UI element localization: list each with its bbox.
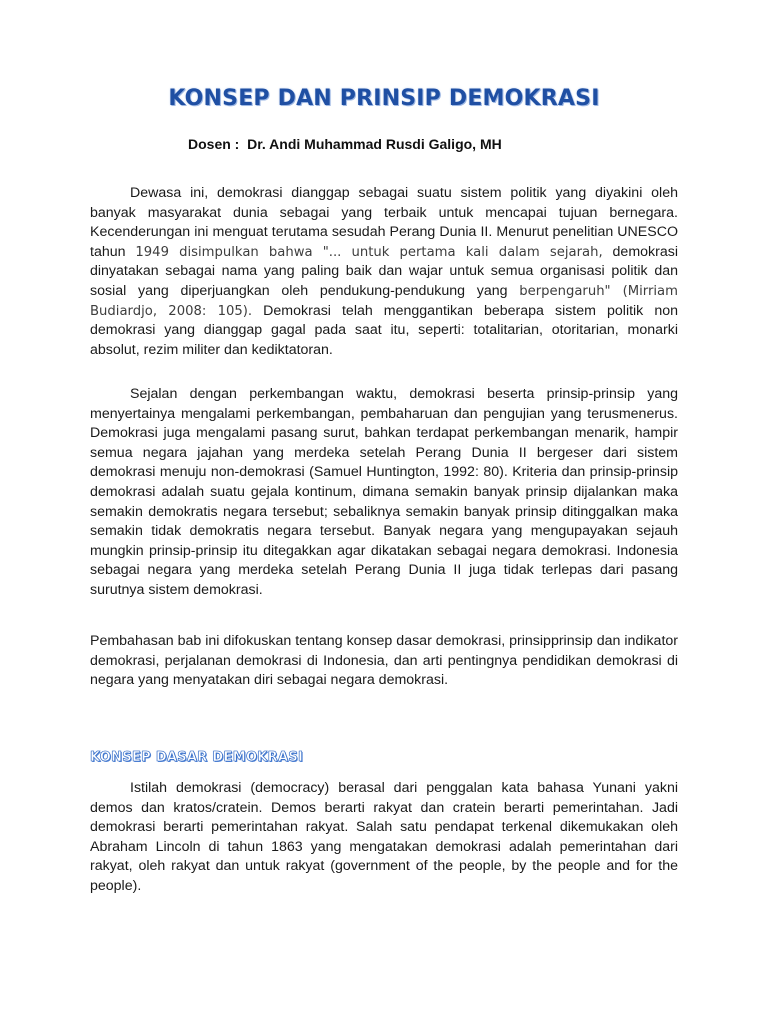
- lecturer-name: Dr. Andi Muhammad Rusdi Galigo, MH: [247, 136, 502, 152]
- paragraph-intro-part2: demokrasi dinyatakan sebagai nama yang paling baik dan wajar untuk semua organisasi politik dan sosial yang diperjuangkan oleh pendukung-pendukung yang: [90, 243, 678, 299]
- section-heading-konsep-dasar: KONSEP DASAR DEMOKRASI: [90, 750, 304, 765]
- lecturer-line: [188, 136, 502, 152]
- paragraph-definition: Istilah demokrasi (democracy) berasal dari penggalan kata bahasa Yunani yakni demos dan kratos/cratein. Demos berarti rakyat dan cratein berarti pemerintahan. Jadi demokrasi berarti pemerintahan rakyat. Salah satu pendapat terkenal dikemukakan oleh Abraham Lincoln di tahun 1863 yang mengatakan demokrasi adalah pemerintahan dari rakyat, oleh rakyat dan untuk rakyat (government of the people, by the people and for the people).: [90, 780, 678, 894]
- unesco-quote-part1: 1949 disimpulkan bahwa "... untuk pertama kali dalam sejarah,: [135, 244, 603, 260]
- unesco-quote-part2: berpengaruh" (Mirriam Budiardjo, 2008: 105).: [90, 283, 678, 319]
- document-title: KONSEP DAN PRINSIP DEMOKRASI: [168, 86, 600, 111]
- lecturer-separator: [239, 136, 247, 152]
- paragraph-development: Sejalan dengan perkembangan waktu, demokrasi beserta prinsip-prinsip yang menyertainya mengalami perkembangan, pembaharuan dan pengujian yang terusmenerus. Demokrasi juga mengalami pasang surut, bahkan terdapat perkembangan menarik, hampir semua negara jajahan yang merdeka setelah Perang Dunia II bergeser dari sistem demokrasi menuju non-demokrasi (Samuel Huntington, 1992: 80). Kriteria dan prinsip-prinsip demokrasi adalah suatu gejala kontinum, dimana semakin banyak prinsip dijalankan maka semakin demokratis negara tersebut; sebaliknya semakin banyak prinsip ditinggalkan maka semakin tidak demokratis negara tersebut. Banyak negara yang mengupayakan sejauh mungkin prinsip-prinsip itu ditegakkan agar dikatakan sebagai negara demokrasi. Indonesia sebagai negara yang merdeka setelah Perang Dunia II juga tidak terlepas dari pasang surutnya sistem demokrasi.: [90, 386, 678, 598]
- paragraph-intro: [90, 184, 678, 360]
- lecturer-label: Dosen :: [188, 136, 240, 152]
- paragraph-intro-part1: Dewasa ini, demokrasi dianggap sebagai suatu sistem politik yang diyakini oleh banyak masyarakat dunia sebagai yang terbaik untuk mencapai tujuan bernegara. Kecenderungan ini menguat terutama sesudah Perang Dunia II. Menurut penelitian UNESCO tahun: [90, 185, 678, 260]
- paragraph-intro-part3: Demokrasi telah menggantikan beberapa sistem politik non demokrasi yang dianggap gagal pada saat itu, seperti: totalitarian, otoritarian, monarki absolut, rezim militer dan kediktatoran.: [90, 302, 678, 358]
- paragraph-scope: Pembahasan bab ini difokuskan tentang konsep dasar demokrasi, prinsipprinsip dan indikator demokrasi, perjalanan demokrasi di Indonesia, dan arti pentingnya pendidikan demokrasi di negara yang menyatakan diri sebagai negara demokrasi.: [90, 633, 678, 689]
